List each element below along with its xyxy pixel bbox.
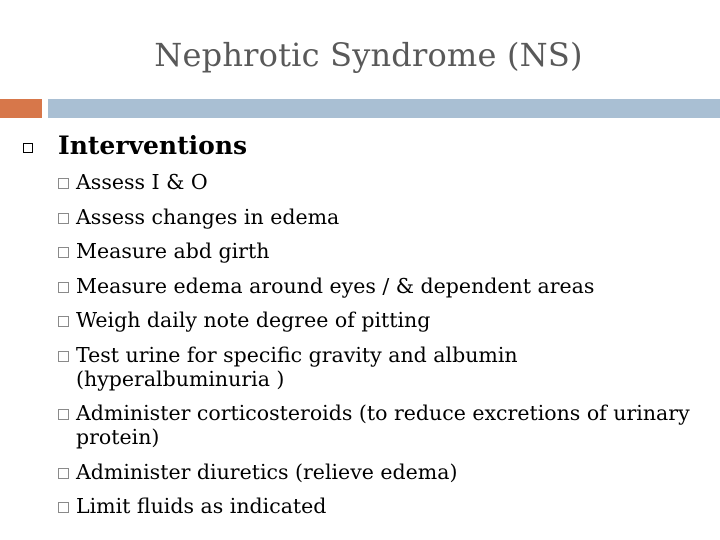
checkbox-bullet-icon xyxy=(58,178,69,189)
checkbox-bullet-icon xyxy=(58,213,69,224)
section-heading: Interventions xyxy=(58,131,248,160)
checkbox-bullet-icon xyxy=(58,316,69,327)
list-item xyxy=(58,239,708,263)
list-item xyxy=(58,343,708,391)
checkbox-bullet-icon xyxy=(58,282,69,293)
title-accent-bar xyxy=(0,99,42,118)
intervention-list xyxy=(58,170,708,529)
list-item xyxy=(58,308,708,332)
list-item-text: Weigh daily note degree of pitting xyxy=(76,308,431,332)
square-bullet-icon xyxy=(23,143,33,153)
list-item-text: Measure edema around eyes / & dependent areas xyxy=(76,273,595,298)
title-divider-bar xyxy=(48,99,720,118)
list-item-text: Test urine for specific gravity and albumin (hyperalbuminuria ) xyxy=(76,342,518,391)
list-item-text: Limit fluids as indicated xyxy=(76,494,327,518)
list-item-text: Administer diuretics (relieve edema) xyxy=(76,459,458,484)
slide-title: Nephrotic Syndrome (NS) xyxy=(154,36,583,74)
list-item-text: Administer corticosteroids (to reduce excretions of urinary protein) xyxy=(76,401,690,449)
list-item xyxy=(58,494,708,518)
list-item xyxy=(58,401,708,449)
list-item xyxy=(58,274,708,298)
list-item xyxy=(58,205,708,229)
checkbox-bullet-icon xyxy=(58,468,69,479)
list-item xyxy=(58,170,708,194)
list-item-text: Assess I & O xyxy=(76,170,208,194)
list-item xyxy=(58,460,708,484)
checkbox-bullet-icon xyxy=(58,502,69,513)
checkbox-bullet-icon xyxy=(58,409,69,420)
list-item-text: Assess changes in edema xyxy=(76,204,340,229)
checkbox-bullet-icon xyxy=(58,351,69,362)
checkbox-bullet-icon xyxy=(58,247,69,258)
list-item-text: Measure abd girth xyxy=(76,239,270,263)
